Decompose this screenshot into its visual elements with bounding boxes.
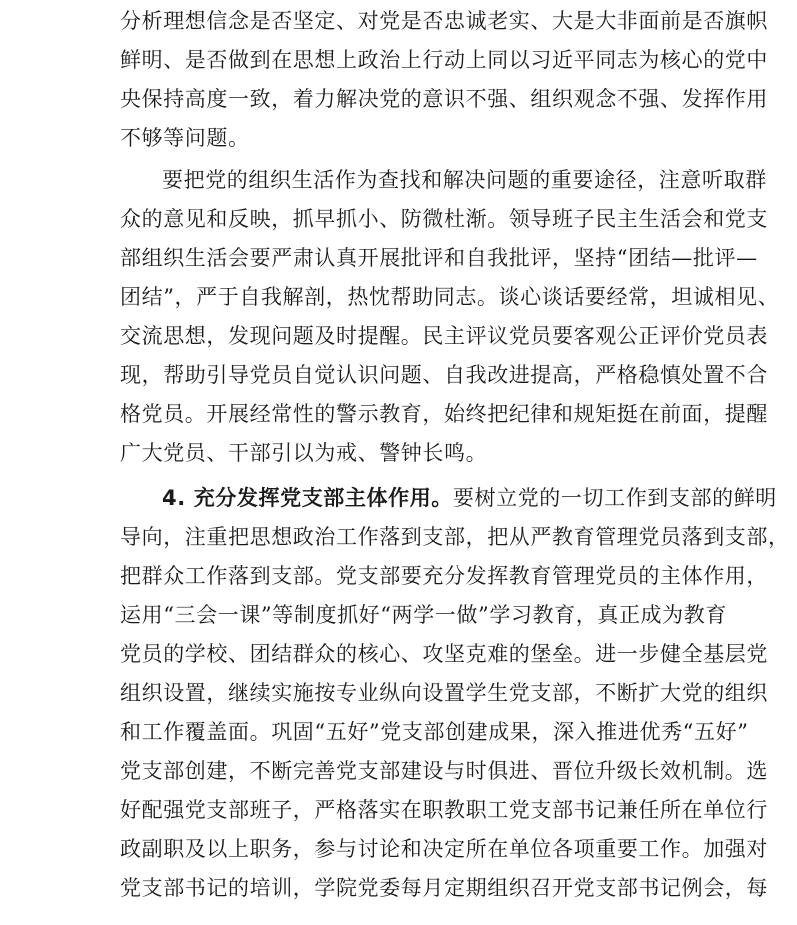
- text-line: 众的意见和反映，抓早抓小、防微杜渐。领导班子民主生活会和党支: [120, 207, 768, 231]
- text-line: 好配强党支部班子，严格落实在职教职工党支部书记兼任所在单位行: [120, 798, 768, 822]
- text-span: 要树立党的一切工作到支部的鲜明: [452, 486, 777, 510]
- text-line: 把群众工作落到支部。党支部要充分发挥教育管理党员的主体作用，: [120, 564, 768, 588]
- paragraph-first-line: 要把党的组织生活作为查找和解决问题的重要途径，注意听取群: [162, 168, 767, 192]
- text-line: 组织设置，继续实施按专业纵向设置学生党支部，不断扩大党的组织: [120, 681, 768, 705]
- text-line: 鲜明、是否做到在思想上政治上行动上同以习近平同志为核心的党中: [120, 48, 768, 72]
- text-line: 不够等问题。: [120, 126, 250, 150]
- text-line: 党支部创建，不断完善党支部建设与时俱进、晋位升级长效机制。选: [120, 759, 768, 783]
- text-line: 党支部书记的培训，学院党委每月定期组织召开党支部书记例会，每: [120, 876, 768, 900]
- text-line: 广大党员、干部引以为戒、警钟长鸣。: [120, 441, 488, 465]
- text-line: 团结”，严于自我解剖，热忱帮助同志。谈心谈话要经常，坦诚相见、: [120, 285, 780, 309]
- text-line: 导向，注重把思想政治工作落到支部，把从严教育管理党员落到支部，: [120, 525, 790, 549]
- text-line: 央保持高度一致，着力解决党的意识不强、组织观念不强、发挥作用: [120, 87, 768, 111]
- text-line: 政副职及以上职务，参与讨论和决定所在单位各项重要工作。加强对: [120, 837, 768, 861]
- section-heading: 4. 充分发挥党支部主体作用。: [162, 486, 453, 510]
- text-line: 部组织生活会要严肃认真开展批评和自我批评，坚持“团结—批评—: [120, 246, 758, 270]
- text-line: 现，帮助引导党员自觉认识问题、自我改进提高，严格稳慎处置不合: [120, 363, 768, 387]
- text-line: 党员的学校、团结群众的核心、攻坚克难的堡垒。进一步健全基层党: [120, 642, 768, 666]
- text-line: 运用“三会一课”等制度抓好“两学一做”学习教育，真正成为教育: [120, 603, 727, 627]
- paragraph-first-line: [162, 481, 777, 515]
- text-line: 格党员。开展经常性的警示教育，始终把纪律和规矩挺在前面，提醒: [120, 402, 768, 426]
- text-line: 交流思想，发现问题及时提醒。民主评议党员要客观公正评价党员表: [120, 324, 768, 348]
- text-line: 分析理想信念是否坚定、对党是否忠诚老实、大是大非面前是否旗帜: [120, 9, 768, 33]
- text-line: 和工作覆盖面。巩固“五好”党支部创建成果，深入推进优秀“五好”: [120, 720, 749, 744]
